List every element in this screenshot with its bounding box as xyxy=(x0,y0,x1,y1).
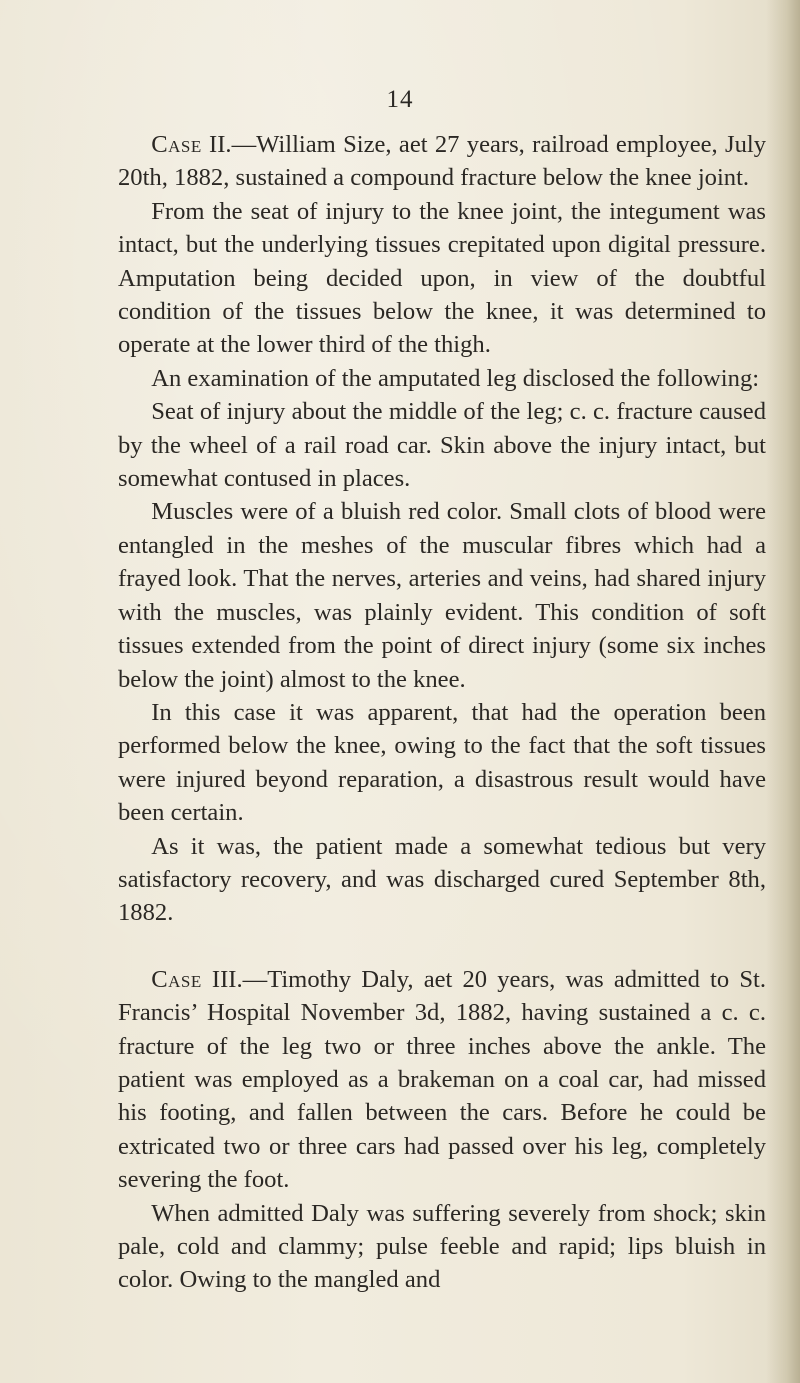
case-3-intro: III.—Timothy Daly, aet 20 years, was admitted to St. Francis’ Hospital November 3d, 1882, having sustained a c. c. fracture of the leg two or three inches above the ankle. The patient was employed as a brakeman on a coal car, had missed his footing, and fallen between the cars. Before he could be extricated two or three cars had passed over his leg, completely severing the foot. xyxy=(118,965,766,1194)
case-2-paragraph-6: As it was, the patient made a somewhat tedious but very satisfactory recovery, and was discharged cured September 8th, 1882. xyxy=(118,832,766,927)
case-2-paragraph-1: From the seat of injury to the knee joint, the integument was intact, but the underlying tissues crepitated upon digital pressure. Amputation being decided upon, in view of the doubtful condition of the tissues below the knee, it was determined to operate at the lower third of the thigh. xyxy=(118,197,766,359)
case-2-heading-paragraph xyxy=(118,128,766,195)
case-2-intro: II.—William Size, aet 27 years, railroad employee, July 20th, 1882, sustained a compound fracture below the knee joint. xyxy=(118,131,766,192)
case-2-paragraph-2: An examination of the amputated leg disclosed the following: xyxy=(151,364,760,392)
case-3-paragraph-1: When admitted Daly was suffering severely from shock; skin pale, cold and clammy; pulse feeble and rapid; lips bluish in color. Owing to the mangled and xyxy=(118,1199,766,1294)
case-2-paragraph-4: Muscles were of a bluish red color. Small clots of blood were entangled in the meshes of the muscular fibres which had a frayed look. That the nerves, arteries and veins, had shared injury with the muscles, was plainly evident. This condition of soft tissues extended from the point of direct injury (some six inches below the joint) almost to the knee. xyxy=(118,498,766,693)
page-number: 14 xyxy=(386,86,414,113)
case-3-heading-paragraph xyxy=(118,963,766,1197)
page-body xyxy=(118,128,766,1297)
page-edge-shadow xyxy=(766,0,800,1383)
case-label: Case xyxy=(151,965,202,993)
case-label: Case xyxy=(151,131,202,158)
case-2-paragraph-5: In this case it was apparent, that had the operation been performed below the knee, owing to the fact that the soft tissues were injured beyond reparation, a disastrous result would have been certain. xyxy=(118,698,766,827)
case-2-paragraph-3: Seat of injury about the middle of the leg; c. c. fracture caused by the wheel of a rail road car. Skin above the injury intact, but somewhat contused in places. xyxy=(118,398,766,493)
